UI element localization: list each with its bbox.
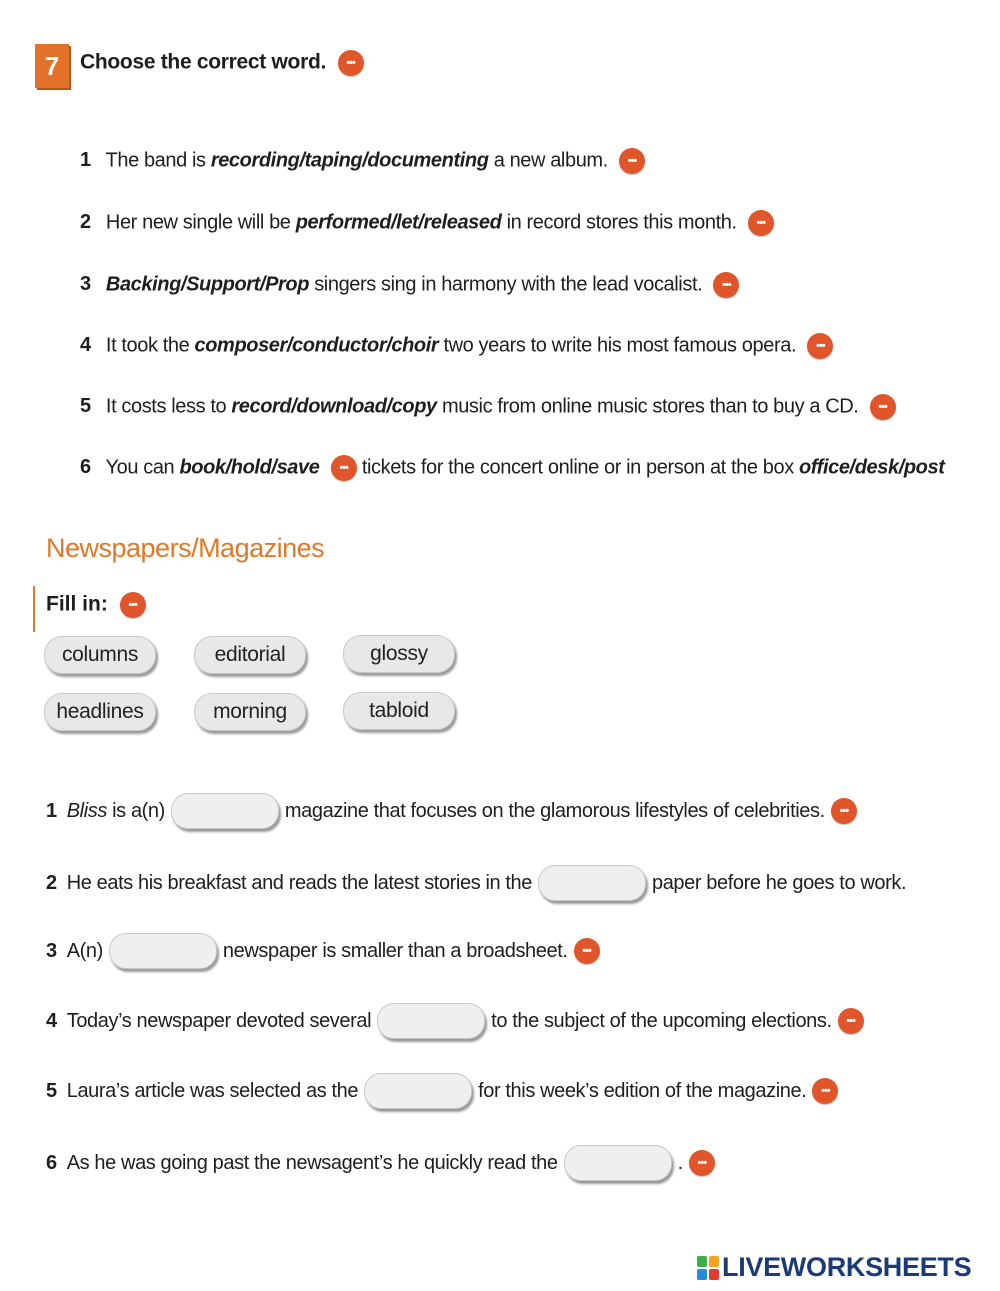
choice-item-3: 3 Backing/Support/Prop singers sing in harmony with the lead vocalist. ••• (80, 272, 739, 298)
audio-dots-icon[interactable] (870, 394, 896, 420)
choice-item-5: 5 It costs less to record/download/copy music from online music stores than to buy a CD. ••• (80, 394, 896, 420)
choice-options[interactable]: record/download/copy (231, 395, 437, 418)
fill-item-5: 5 Laura’s article was selected as the for this week’s edition of the magazine. ••• (46, 1073, 838, 1109)
fill-in-label: Fill in: ••• (46, 592, 146, 618)
liveworksheets-logo (697, 1252, 971, 1283)
fill-item-6: 6 As he was going past the newsagent’s he quickly read the . ••• (46, 1145, 715, 1181)
audio-dots-icon[interactable] (689, 1150, 715, 1176)
audio-dots-icon[interactable] (831, 798, 857, 824)
logo-icon (697, 1256, 719, 1280)
exercise-title-text: Choose the correct word. (80, 50, 327, 74)
audio-dots-icon[interactable] (812, 1078, 838, 1104)
word-pill-headlines[interactable]: headlines (44, 693, 156, 731)
fill-item-3: 3 A(n) newspaper is smaller than a broadsheet. ••• (46, 933, 600, 969)
audio-dots-icon[interactable] (574, 938, 600, 964)
fill-in-bar (33, 586, 35, 632)
word-pill-columns[interactable]: columns (44, 636, 156, 674)
audio-dots-icon[interactable] (713, 272, 739, 298)
choice-options[interactable]: book/hold/save (179, 456, 320, 479)
logo-text: LIVEWORKSHEETS (722, 1252, 972, 1282)
choice-item-4: 4 It took the composer/conductor/choir two years to write his most famous opera. ••• (80, 333, 833, 359)
answer-blank-6[interactable] (564, 1145, 672, 1181)
audio-dots-icon[interactable] (331, 455, 357, 481)
section-title: Newspapers/Magazines (46, 533, 325, 563)
audio-dots-icon[interactable] (120, 592, 146, 618)
audio-dots-icon[interactable] (748, 210, 774, 236)
choice-options[interactable]: performed/let/released (295, 211, 502, 234)
choice-options[interactable]: Backing/Support/Prop (105, 273, 310, 296)
exercise-title (80, 50, 364, 76)
choice-options[interactable]: office/desk/post (798, 456, 945, 479)
audio-dots-icon[interactable] (807, 333, 833, 359)
answer-blank-3[interactable] (109, 933, 217, 969)
word-pill-editorial[interactable]: editorial (194, 636, 306, 674)
choice-options[interactable]: composer/conductor/choir (194, 334, 439, 357)
word-pill-morning[interactable]: morning (194, 693, 306, 731)
answer-blank-5[interactable] (364, 1073, 472, 1109)
choice-item-6: 6 You can book/hold/save ••• tickets for the concert online or in person at the box office/desk/post (80, 455, 944, 481)
answer-blank-2[interactable] (538, 865, 646, 901)
fill-item-1: 1 Bliss is a(n) magazine that focuses on the glamorous lifestyles of celebrities. ••• (46, 793, 857, 829)
answer-blank-4[interactable] (377, 1003, 485, 1039)
word-pill-tabloid[interactable]: tabloid (343, 692, 455, 730)
choice-item-1: 1 The band is recording/taping/documenting a new album. ••• (80, 148, 645, 174)
audio-dots-icon[interactable] (838, 1008, 864, 1034)
word-pill-glossy[interactable]: glossy (343, 635, 455, 673)
answer-blank-1[interactable] (171, 793, 279, 829)
audio-dots-icon[interactable] (619, 148, 645, 174)
audio-dots-icon[interactable] (338, 50, 364, 76)
exercise-number-badge: 7 (35, 44, 69, 88)
choice-options[interactable]: recording/taping/documenting (210, 149, 489, 172)
fill-item-2: 2 He eats his breakfast and reads the latest stories in the paper before he goes to work. (46, 865, 906, 901)
fill-item-4: 4 Today’s newspaper devoted several to the subject of the upcoming elections. ••• (46, 1003, 864, 1039)
choice-item-2: 2 Her new single will be performed/let/released in record stores this month. ••• (80, 210, 774, 236)
